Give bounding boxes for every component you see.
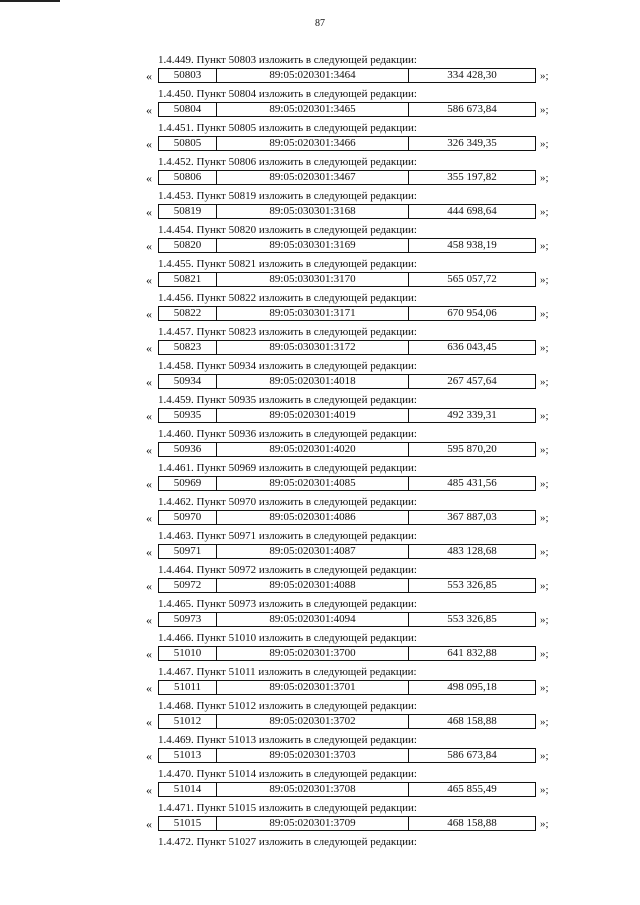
amendment-entry [0,359,640,393]
open-quote: « [146,205,152,219]
cadastral-value-cell: 595 870,20 [447,443,497,455]
open-quote: « [146,715,152,729]
close-quote: »; [540,580,549,592]
open-quote: « [146,341,152,355]
parcel-table [158,544,536,559]
amendment-heading: 1.4.454. Пункт 50820 изложить в следующей редакции: [158,224,417,236]
amendment-heading: 1.4.460. Пункт 50936 изложить в следующей редакции: [158,428,417,440]
item-number-cell: 50973 [159,613,217,626]
item-number-cell: 50821 [159,273,217,286]
amendment-entry [0,291,640,325]
open-quote: « [146,817,152,831]
close-quote: »; [540,410,549,422]
close-quote: »; [540,240,549,252]
open-quote: « [146,409,152,423]
cadastral-number-cell: 89:05:020301:3702 [217,715,409,728]
close-quote: »; [540,172,549,184]
table-row [146,612,566,627]
cadastral-number-cell: 89:05:030301:3171 [217,307,409,320]
cadastral-number-cell: 89:05:020301:3464 [217,69,409,82]
page-number: 87 [315,18,325,29]
item-number-cell: 50805 [159,137,217,150]
cadastral-value-cell: 367 887,03 [447,511,497,523]
item-number-cell: 50822 [159,307,217,320]
table-row [146,102,566,117]
amendment-entry [0,733,640,767]
amendment-entry [0,665,640,699]
close-quote: »; [540,546,549,558]
cadastral-number-cell: 89:05:020301:3700 [217,647,409,660]
table-row [146,442,566,457]
open-quote: « [146,783,152,797]
close-quote: »; [540,104,549,116]
open-quote: « [146,511,152,525]
parcel-table [158,646,536,661]
amendment-heading: 1.4.451. Пункт 50805 изложить в следующей редакции: [158,122,417,134]
table-row [146,408,566,423]
table-row [146,272,566,287]
close-quote: »; [540,784,549,796]
table-row [146,816,566,831]
parcel-table [158,680,536,695]
table-row [146,680,566,695]
amendment-entry [0,53,640,87]
open-quote: « [146,613,152,627]
cadastral-number-cell: 89:05:020301:3466 [217,137,409,150]
close-quote: »; [540,70,549,82]
table-row [146,578,566,593]
amendment-entry [0,631,640,665]
cadastral-number-cell: 89:05:020301:3465 [217,103,409,116]
close-quote: »; [540,716,549,728]
parcel-table [158,272,536,287]
amendment-entry [0,257,640,291]
parcel-table [158,204,536,219]
parcel-table [158,102,536,117]
cadastral-value-cell: 485 431,56 [447,477,497,489]
cadastral-number-cell: 89:05:020301:3701 [217,681,409,694]
table-row [146,374,566,389]
scan-corner-mark [0,0,60,2]
close-quote: »; [540,138,549,150]
parcel-table [158,510,536,525]
open-quote: « [146,443,152,457]
amendment-entry [0,325,640,359]
cadastral-value-cell: 565 057,72 [447,273,497,285]
table-row [146,204,566,219]
parcel-table [158,238,536,253]
cadastral-number-cell: 89:05:030301:3168 [217,205,409,218]
amendment-heading: 1.4.470. Пункт 51014 изложить в следующей редакции: [158,768,417,780]
open-quote: « [146,137,152,151]
amendment-heading: 1.4.452. Пункт 50806 изложить в следующей редакции: [158,156,417,168]
amendment-heading: 1.4.466. Пункт 51010 изложить в следующей редакции: [158,632,417,644]
parcel-table [158,374,536,389]
cadastral-value-cell: 553 326,85 [447,613,497,625]
amendment-heading: 1.4.453. Пункт 50819 изложить в следующей редакции: [158,190,417,202]
cadastral-value-cell: 498 095,18 [447,681,497,693]
close-quote: »; [540,444,549,456]
cadastral-value-cell: 483 128,68 [447,545,497,557]
close-quote: »; [540,274,549,286]
cadastral-value-cell: 492 339,31 [447,409,497,421]
parcel-table [158,68,536,83]
amendment-entry [0,835,640,869]
cadastral-value-cell: 326 349,35 [447,137,497,149]
item-number-cell: 50804 [159,103,217,116]
amendment-entry [0,699,640,733]
parcel-table [158,476,536,491]
cadastral-number-cell: 89:05:020301:3467 [217,171,409,184]
item-number-cell: 50936 [159,443,217,456]
cadastral-number-cell: 89:05:020301:4086 [217,511,409,524]
item-number-cell: 50970 [159,511,217,524]
cadastral-number-cell: 89:05:020301:4088 [217,579,409,592]
amendment-heading: 1.4.471. Пункт 51015 изложить в следующей редакции: [158,802,417,814]
table-row [146,646,566,661]
amendment-heading: 1.4.472. Пункт 51027 изложить в следующей редакции: [158,836,417,848]
cadastral-number-cell: 89:05:020301:3703 [217,749,409,762]
cadastral-value-cell: 444 698,64 [447,205,497,217]
cadastral-number-cell: 89:05:030301:3169 [217,239,409,252]
open-quote: « [146,749,152,763]
amendment-heading: 1.4.469. Пункт 51013 изложить в следующей редакции: [158,734,417,746]
table-row [146,238,566,253]
cadastral-number-cell: 89:05:020301:3708 [217,783,409,796]
cadastral-number-cell: 89:05:030301:3170 [217,273,409,286]
parcel-table [158,578,536,593]
table-row [146,340,566,355]
table-row [146,170,566,185]
parcel-table [158,816,536,831]
table-row [146,782,566,797]
cadastral-value-cell: 636 043,45 [447,341,497,353]
amendment-heading: 1.4.468. Пункт 51012 изложить в следующей редакции: [158,700,417,712]
open-quote: « [146,375,152,389]
cadastral-number-cell: 89:05:020301:4087 [217,545,409,558]
amendment-entry [0,801,640,835]
cadastral-value-cell: 553 326,85 [447,579,497,591]
amendment-entry [0,427,640,461]
amendment-heading: 1.4.465. Пункт 50973 изложить в следующей редакции: [158,598,417,610]
open-quote: « [146,647,152,661]
table-row [146,476,566,491]
amendment-entry [0,529,640,563]
cadastral-number-cell: 89:05:020301:4094 [217,613,409,626]
item-number-cell: 51011 [159,681,217,694]
item-number-cell: 50820 [159,239,217,252]
item-number-cell: 50823 [159,341,217,354]
parcel-table [158,442,536,457]
cadastral-number-cell: 89:05:020301:4018 [217,375,409,388]
open-quote: « [146,477,152,491]
close-quote: »; [540,478,549,490]
close-quote: »; [540,818,549,830]
cadastral-number-cell: 89:05:030301:3172 [217,341,409,354]
amendment-list [0,53,640,869]
item-number-cell: 50972 [159,579,217,592]
amendment-heading: 1.4.461. Пункт 50969 изложить в следующей редакции: [158,462,417,474]
cadastral-value-cell: 355 197,82 [447,171,497,183]
parcel-table [158,612,536,627]
amendment-entry [0,189,640,223]
close-quote: »; [540,308,549,320]
table-row [146,714,566,729]
close-quote: »; [540,648,549,660]
item-number-cell: 50971 [159,545,217,558]
open-quote: « [146,307,152,321]
item-number-cell: 51010 [159,647,217,660]
amendment-entry [0,597,640,631]
parcel-table [158,748,536,763]
amendment-entry [0,495,640,529]
amendment-heading: 1.4.467. Пункт 51011 изложить в следующей редакции: [158,666,417,678]
table-row [146,306,566,321]
close-quote: »; [540,376,549,388]
cadastral-value-cell: 586 673,84 [447,103,497,115]
amendment-heading: 1.4.459. Пункт 50935 изложить в следующей редакции: [158,394,417,406]
table-row [146,136,566,151]
parcel-table [158,714,536,729]
open-quote: « [146,273,152,287]
table-row [146,68,566,83]
item-number-cell: 50806 [159,171,217,184]
item-number-cell: 50969 [159,477,217,490]
open-quote: « [146,579,152,593]
cadastral-value-cell: 334 428,30 [447,69,497,81]
table-row [146,748,566,763]
cadastral-value-cell: 670 954,06 [447,307,497,319]
close-quote: »; [540,342,549,354]
item-number-cell: 50935 [159,409,217,422]
close-quote: »; [540,682,549,694]
open-quote: « [146,239,152,253]
item-number-cell: 50934 [159,375,217,388]
close-quote: »; [540,614,549,626]
parcel-table [158,170,536,185]
cadastral-value-cell: 468 158,88 [447,715,497,727]
parcel-table [158,408,536,423]
open-quote: « [146,69,152,83]
item-number-cell: 51012 [159,715,217,728]
amendment-heading: 1.4.458. Пункт 50934 изложить в следующей редакции: [158,360,417,372]
cadastral-value-cell: 468 158,88 [447,817,497,829]
amendment-heading: 1.4.455. Пункт 50821 изложить в следующей редакции: [158,258,417,270]
table-row [146,510,566,525]
parcel-table [158,782,536,797]
item-number-cell: 51014 [159,783,217,796]
open-quote: « [146,171,152,185]
amendment-heading: 1.4.462. Пункт 50970 изложить в следующей редакции: [158,496,417,508]
amendment-entry [0,121,640,155]
close-quote: »; [540,206,549,218]
cadastral-number-cell: 89:05:020301:4019 [217,409,409,422]
item-number-cell: 50819 [159,205,217,218]
open-quote: « [146,545,152,559]
open-quote: « [146,103,152,117]
amendment-heading: 1.4.464. Пункт 50972 изложить в следующей редакции: [158,564,417,576]
amendment-entry [0,87,640,121]
open-quote: « [146,681,152,695]
amendment-entry [0,461,640,495]
cadastral-number-cell: 89:05:020301:3709 [217,817,409,830]
item-number-cell: 51013 [159,749,217,762]
amendment-entry [0,563,640,597]
cadastral-value-cell: 267 457,64 [447,375,497,387]
amendment-heading: 1.4.463. Пункт 50971 изложить в следующей редакции: [158,530,417,542]
amendment-heading: 1.4.457. Пункт 50823 изложить в следующей редакции: [158,326,417,338]
amendment-entry [0,223,640,257]
cadastral-value-cell: 641 832,88 [447,647,497,659]
cadastral-number-cell: 89:05:020301:4085 [217,477,409,490]
amendment-entry [0,767,640,801]
cadastral-value-cell: 458 938,19 [447,239,497,251]
cadastral-number-cell: 89:05:020301:4020 [217,443,409,456]
parcel-table [158,340,536,355]
cadastral-value-cell: 465 855,49 [447,783,497,795]
amendment-heading: 1.4.450. Пункт 50804 изложить в следующей редакции: [158,88,417,100]
cadastral-value-cell: 586 673,84 [447,749,497,761]
item-number-cell: 51015 [159,817,217,830]
amendment-heading: 1.4.449. Пункт 50803 изложить в следующей редакции: [158,54,417,66]
amendment-heading: 1.4.456. Пункт 50822 изложить в следующей редакции: [158,292,417,304]
item-number-cell: 50803 [159,69,217,82]
parcel-table [158,136,536,151]
amendment-entry [0,393,640,427]
close-quote: »; [540,750,549,762]
parcel-table [158,306,536,321]
close-quote: »; [540,512,549,524]
amendment-entry [0,155,640,189]
table-row [146,544,566,559]
